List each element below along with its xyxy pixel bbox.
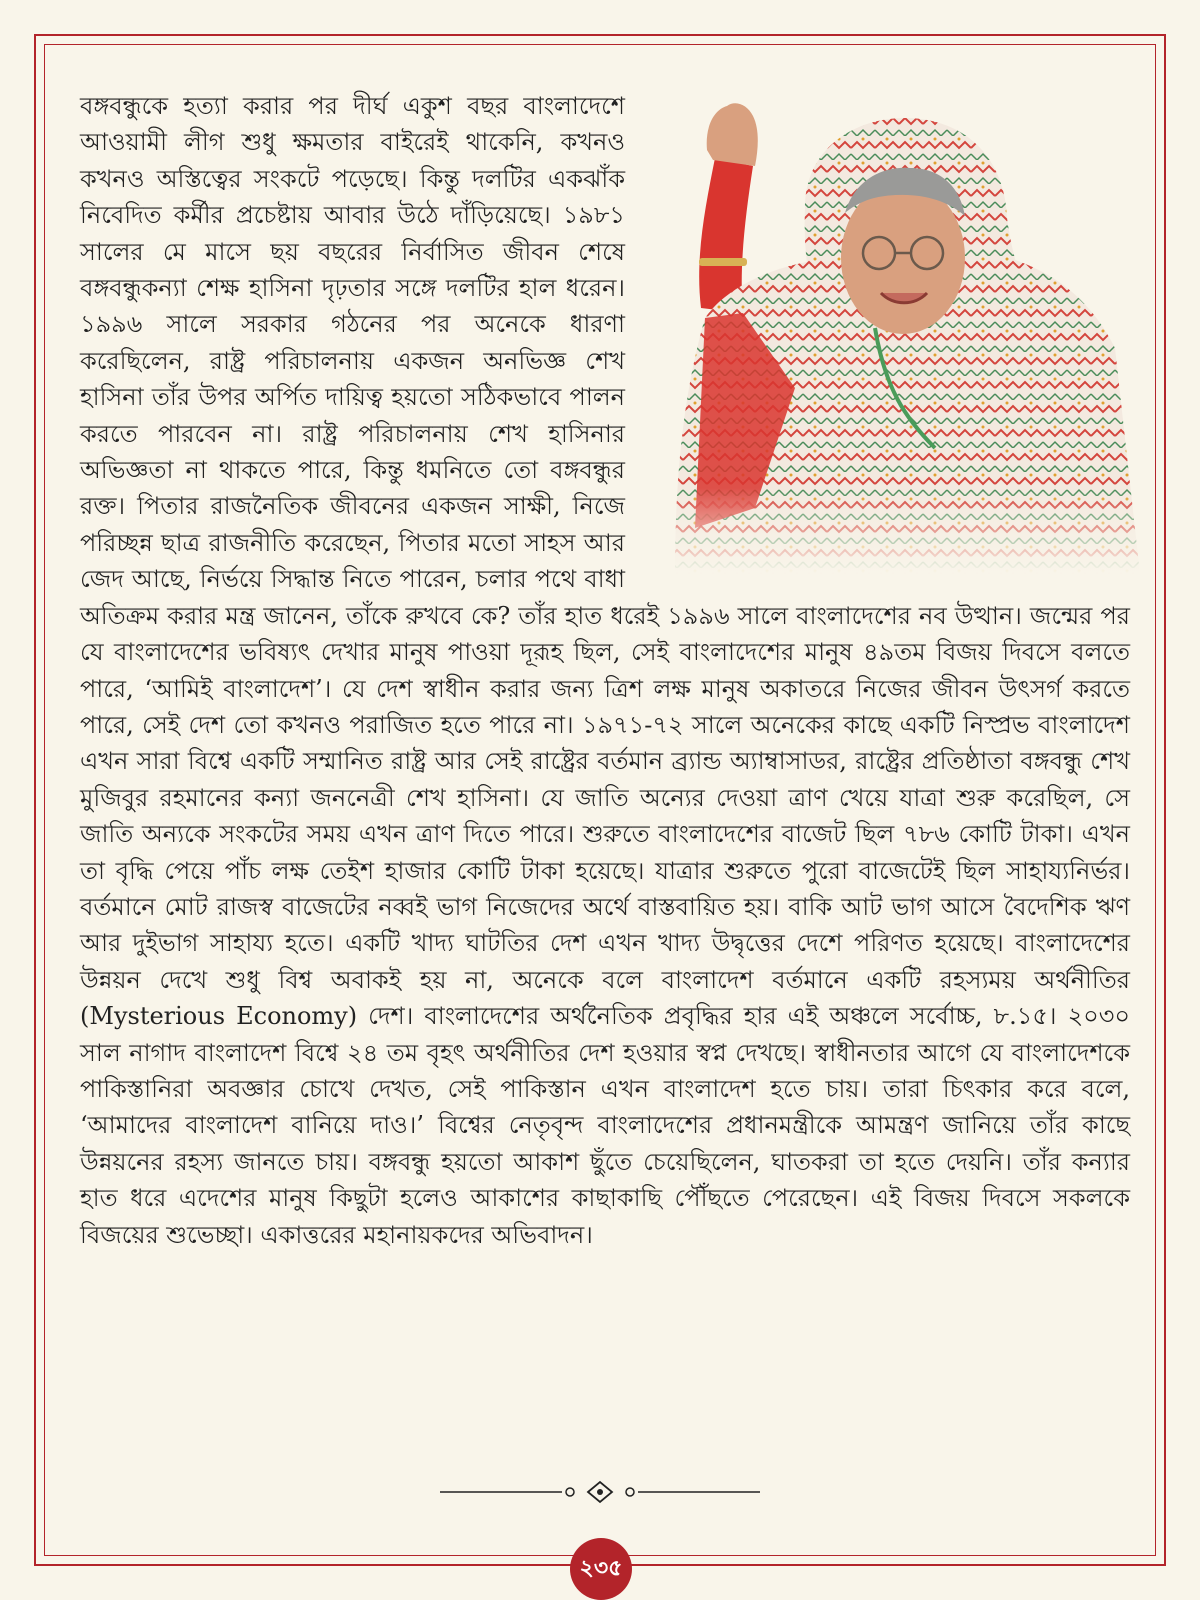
page-number-badge: ২৩৫ <box>570 1538 632 1600</box>
article-content <box>80 88 1130 1253</box>
divider-ornament <box>440 1477 760 1507</box>
portrait-photo <box>635 88 1140 574</box>
article-body: বঙ্গবন্ধুকে হত্যা করার পর দীর্ঘ একুশ বছর বাংলাদেশে আওয়ামী লীগ শুধু ক্ষমতার বাইরেই থাকেনি, কখনও কখনও অস্তিত্বের সংকটে পড়েছে। কিন্তু দলটির একঝাঁক নিবেদিত কর্মীর প্রচেষ্টায় আবার উঠে দাঁড়িয়েছে। ১৯৮১ সালের মে মাসে ছয় বছরের নির্বাসিত জীবন শেষে বঙ্গবন্ধুকন্যা শেক্ষ হাসিনা দৃঢ়তার সঙ্গে দলটির হাল ধরেন। ১৯৯৬ সালে সরকার গঠনের পর অনেকে ধারণা করেছিলেন, রাষ্ট্র পরিচালনায় একজন অনভিজ্ঞ শেখ হাসিনা তাঁর উপর অর্পিত দায়িত্ব হয়তো সঠিকভাবে পালন করতে পারবেন না। রাষ্ট্র পরিচালনায় শেখ হাসিনার অভিজ্ঞতা না থাকতে পারে, কিন্তু ধমনিতে তো বঙ্গবন্ধুর রক্ত। পিতার রাজনৈতিক জীবনের একজন সাক্ষী, নিজে পরিচ্ছন্ন ছাত্র রাজনীতি করেছেন, পিতার মতো সাহস আর জেদ আছে, নির্ভয়ে সিদ্ধান্ত নিতে পারেন, চলার পথে বাধা অতিক্রম করার মন্ত্র জানেন, তাঁকে রুখবে কে? তাঁর হাত ধরেই ১৯৯৬ সালে বাংলাদেশের নব উত্থান। জন্মের পর যে বাংলাদেশের ভবিষ্যৎ দেখার মানুষ পাওয়া দূরূহ ছিল, সেই বাংলাদেশের মানুষ ৪৯তম বিজয় দিবসে বলতে পারে, ‘আমিই বাংলাদেশ’। যে দেশ স্বাধীন করার জন্য ত্রিশ লক্ষ মানুষ অকাতরে নিজের জীবন উৎসর্গ করতে পারে, সেই দেশ তো কখনও পরাজিত হতে পারে না। ১৯৭১-৭২ সালে অনেকের কাছে একটি নিস্প্রভ বাংলাদেশ এখন সারা বিশ্বে একটি সম্মানিত রাষ্ট্র আর সেই রাষ্ট্রের বর্তমান ব্র্যান্ড অ্যাম্বাসাডর, রাষ্ট্রের প্রতিষ্ঠাতা বঙ্গবন্ধু শেখ মুজিবুর রহমানের কন্যা জননেত্রী শেখ হাসিনা। যে জাতি অন্যের দেওয়া ত্রাণ খেয়ে যাত্রা শুরু করেছিল, সে জাতি অন্যকে সংকটের সময় এখন ত্রাণ দিতে পারে। শুরুতে বাংলাদেশের বাজেট ছিল ৭৮৬ কোটি টাকা। এখন তা বৃদ্ধি পেয়ে পাঁচ লক্ষ তেইশ হাজার কোটি টাকা হয়েছে। যাত্রার শুরুতে পুরো বাজেটেই ছিল সাহায্যনির্ভর। বর্তমানে মোট রাজস্ব বাজেটের নব্বই ভাগ নিজেদের অর্থে বাস্তবায়িত হয়। বাকি আট ভাগ আসে বৈদেশিক ঋণ আর দুইভাগ সাহায্য হতে। একটি খাদ্য ঘাটতির দেশ এখন খাদ্য উদ্বৃত্তের দেশে পরিণত হয়েছে। বাংলাদেশের উন্নয়ন দেখে শুধু বিশ্ব অবাকই হয় না, অনেকে বলে বাংলাদেশ বর্তমানে একটি রহস্যময় অর্থনীতির (Mysterious Economy) দেশ। বাংলাদেশের অর্থনৈতিক প্রবৃদ্ধির হার এই অঞ্চলে সর্বোচ্চ, ৮.১৫। ২০৩০ সাল নাগাদ বাংলাদেশ বিশ্বে ২৪ তম বৃহৎ অর্থনীতির দেশ হওয়ার স্বপ্ন দেখছে। স্বাধীনতার আগে যে বাংলাদেশকে পাকিস্তানিরা অবজ্ঞার চোখে দেখত, সেই পাকিস্তান এখন বাংলাদেশ হতে চায়। তারা চিৎকার করে বলে, ‘আমাদের বাংলাদেশ বানিয়ে দাও।’ বিশ্বের নেতৃবৃন্দ বাংলাদেশের প্রধানমন্ত্রীকে আমন্ত্রণ জানিয়ে তাঁর কাছে উন্নয়নের রহস্য জানতে চায়। বঙ্গবন্ধু হয়তো আকাশ ছুঁতে চেয়েছিলেন, ঘাতকরা তা হতে দেয়নি। তাঁর কন্যার হাত ধরে এদেশের মানুষ কিছুটা হলেও আকাশের কাছাকাছি পৌঁছতে পেরেছেন। এই বিজয় দিবসে সকলকে বিজয়ের শুভেচ্ছা। একাত্তরের মহানায়কদের অভিবাদন। <box>80 92 1130 1249</box>
